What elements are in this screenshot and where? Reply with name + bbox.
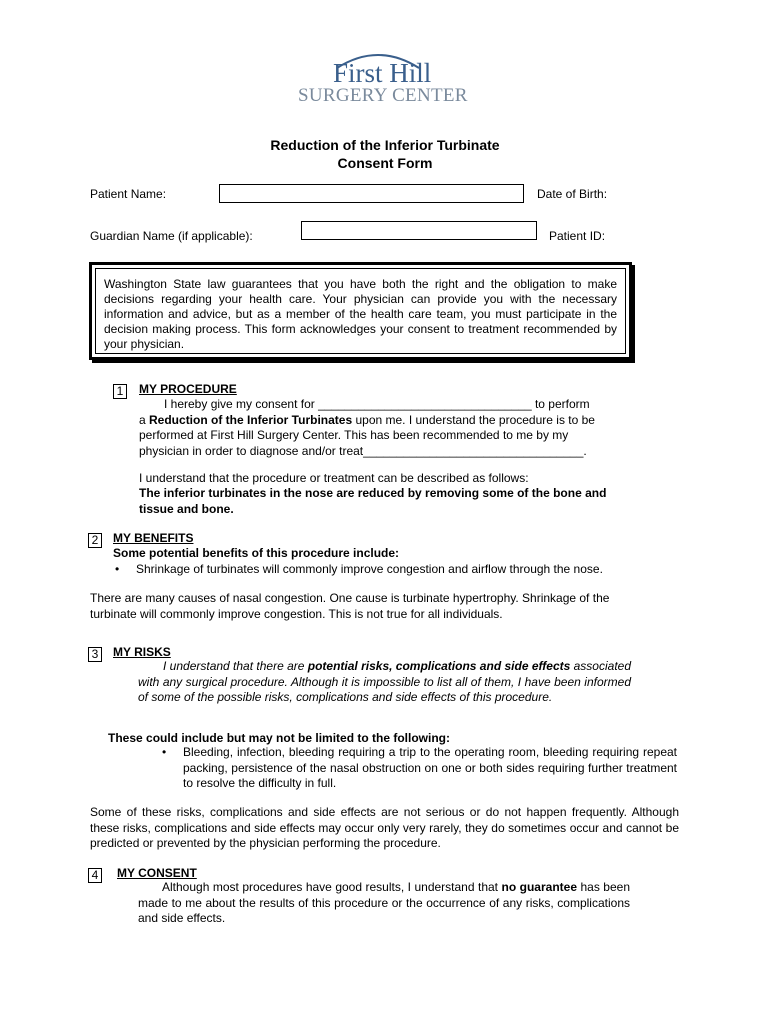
section-heading-procedure: MY PROCEDURE xyxy=(139,382,237,396)
patient-name-label: Patient Name: xyxy=(90,187,167,201)
logo xyxy=(295,48,475,108)
procedure-line-1: I hereby give my consent for ________________________________ to perform xyxy=(164,397,590,411)
procedure-description: The inferior turbinates in the nose are reduced by removing some of the bone and tissue and bone. xyxy=(139,486,607,516)
benefits-subheading: Some potential benefits of this procedure include: xyxy=(113,546,400,560)
logo-surgery-center: SURGERY CENTER xyxy=(298,85,468,106)
consent-text: Although most procedures have good results, I understand that no guarantee has been made to me about the results of this procedure or the occurrence of any risks, complications and side effects. xyxy=(138,880,630,925)
form-title xyxy=(0,136,770,172)
title-line-1: Reduction of the Inferior Turbinate xyxy=(270,137,500,153)
guardian-label: Guardian Name (if applicable): xyxy=(90,229,253,243)
risks-paragraph: Some of these risks, complications and side effects are not serious or do not happen frequently. Although these risks, complications and side effects may occur only very rarely, they do sometimes occur and cannot be predicted or prevented by the physician performing the procedure. xyxy=(90,805,679,850)
dob-label: Date of Birth: xyxy=(537,187,608,201)
section-number-3: 3 xyxy=(88,647,102,662)
risks-bullet-text: Bleeding, infection, bleeding requiring a trip to the operating room, bleeding requiring repeat packing, persistence of the nasal obstruction on one or both sides requiring further treatment to resolve the difficulty in full. xyxy=(183,745,677,790)
title-line-2: Consent Form xyxy=(337,155,433,171)
patient-id-label: Patient ID: xyxy=(549,229,606,243)
section-number-2: 2 xyxy=(88,533,102,548)
section-number-4: 4 xyxy=(88,868,102,883)
risks-bullet-item xyxy=(162,745,677,792)
legal-notice-text: Washington State law guarantees that you have both the right and the obligation to make decisions regarding your health care. Your physician can provide you with the necessary information and advice, but as a member of the health care team, you must participate in the decision making process. This form acknowledges your consent to treatment recommended by your physician. xyxy=(95,268,626,354)
benefits-bullet-text: Shrinkage of turbinates will commonly improve congestion and airflow through the nose. xyxy=(136,562,603,576)
benefits-paragraph: There are many causes of nasal congestion. One cause is turbinate hypertrophy. Shrinkage of the turbinate will commonly improve congestion. This is not true for all individuals. xyxy=(90,591,610,621)
bullet-icon: • xyxy=(162,745,167,759)
risks-include-heading: These could include but may not be limited to the following: xyxy=(108,731,451,745)
guardian-name-field[interactable] xyxy=(301,221,537,240)
section-number-1: 1 xyxy=(113,384,127,399)
procedure-described-label: I understand that the procedure or treatment can be described as follows: xyxy=(139,471,529,485)
benefits-bullet-item xyxy=(115,562,603,578)
section-heading-consent: MY CONSENT xyxy=(117,866,197,880)
procedure-text xyxy=(139,397,639,459)
procedure-line-3: performed at First Hill Surgery Center. This has been recommended to me by my xyxy=(139,428,569,442)
section-heading-benefits: MY BENEFITS xyxy=(113,531,194,545)
procedure-line-2: a Reduction of the Inferior Turbinates upon me. I understand the procedure is to be xyxy=(139,412,595,427)
section-heading-risks: MY RISKS xyxy=(113,645,171,659)
patient-name-field[interactable] xyxy=(219,184,524,203)
procedure-line-4: physician in order to diagnose and/or treat_________________________________. xyxy=(139,443,587,458)
legal-notice-box xyxy=(89,262,632,360)
logo-first-hill: First Hill xyxy=(333,58,432,88)
bullet-icon: • xyxy=(115,562,120,576)
risks-intro: I understand that there are potential risks, complications and side effects associated with any surgical procedure. Although it is impossible to list all of them, I have been informed of some of the possible risks, complications and side effects of this procedure. xyxy=(138,659,631,704)
